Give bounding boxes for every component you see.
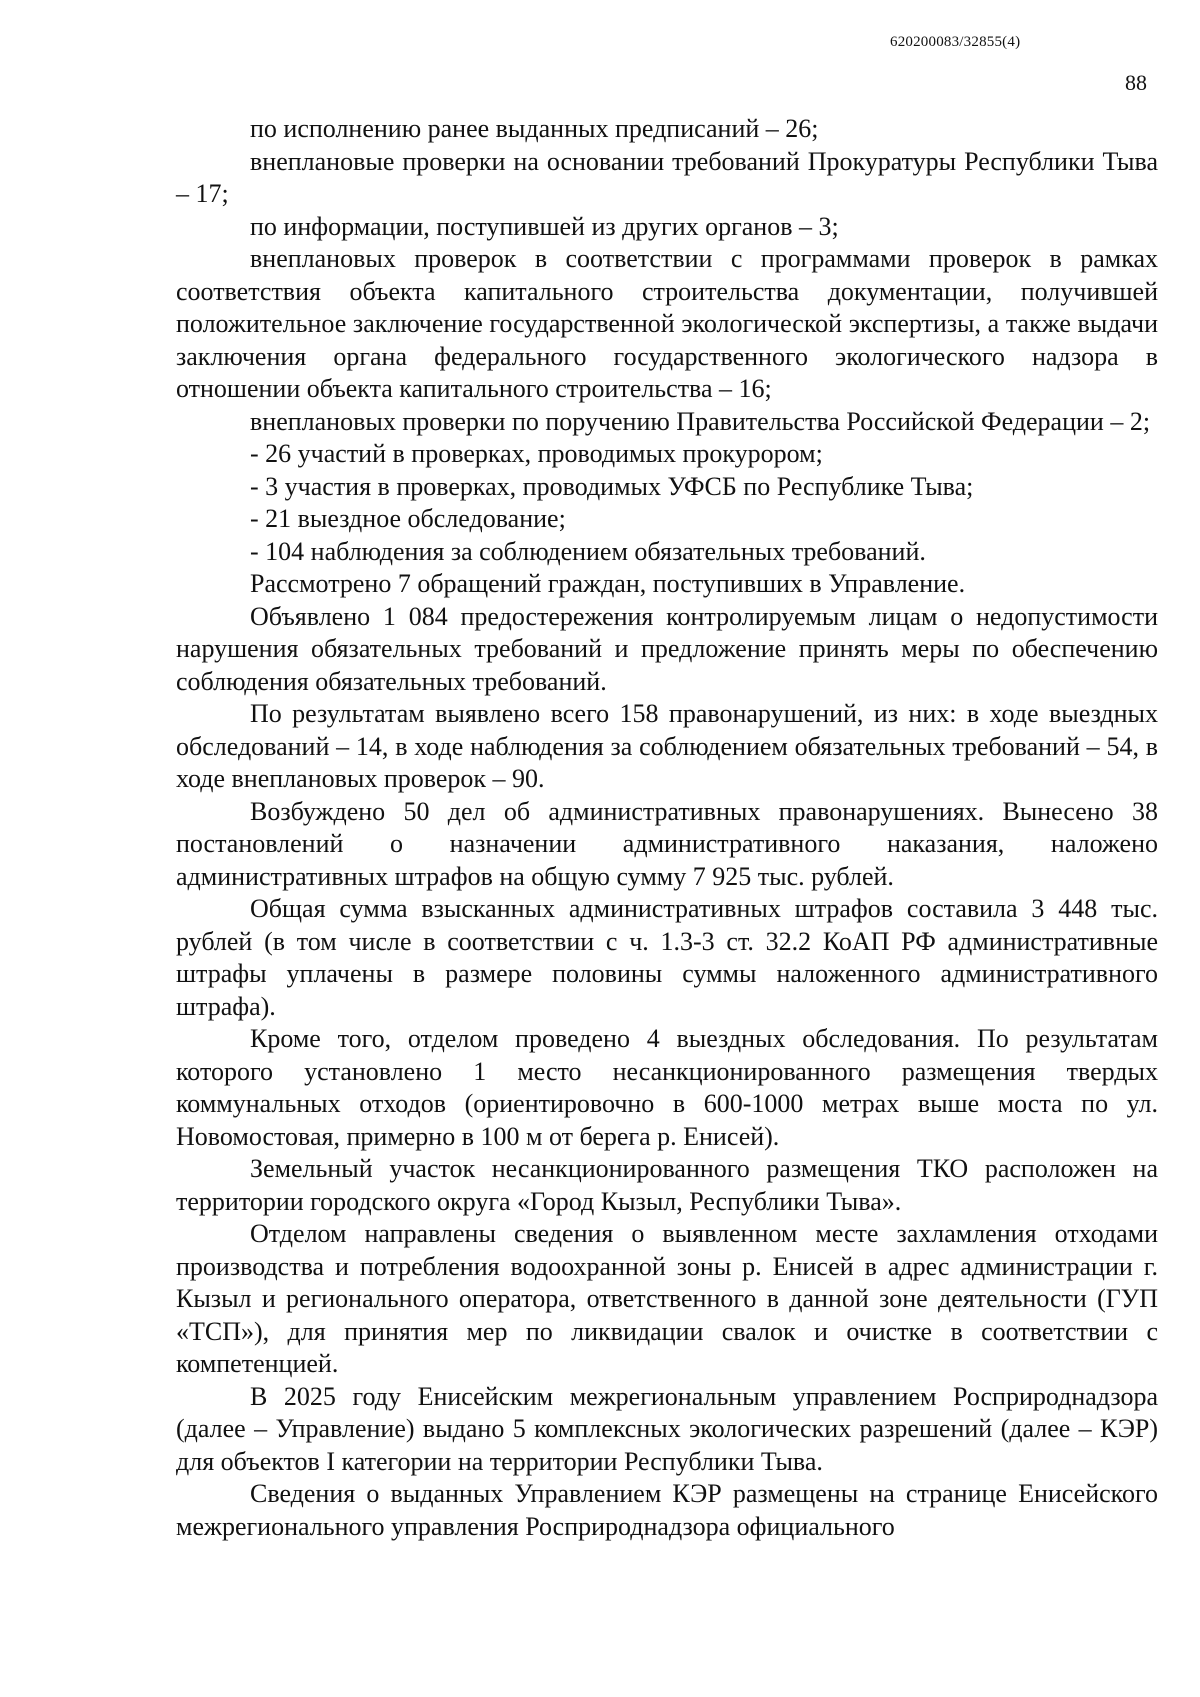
paragraph: Общая сумма взысканных административных штрафов составила 3 448 тыс. рублей (в том числе в соответствии с ч. 1.3-3 ст. 32.2 КоАП РФ административные штрафы уплачены в размере половины суммы наложенного административного штрафа). (176, 894, 1158, 1021)
paragraph: Кроме того, отделом проведено 4 выездных обследования. По результатам которого установлено 1 место несанкционированного размещения твердых коммунальных отходов (ориентировочно в 600-1000 метрах выше моста по ул. Новомостовая, примерно в 100 м от берега р. Енисей). (176, 1024, 1158, 1151)
list-item: - 26 участий в проверках, проводимых прокурором; (250, 439, 823, 468)
document-id: 620200083/32855(4) (890, 34, 1021, 50)
paragraph: По результатам выявлено всего 158 правонарушений, из них: в ходе выездных обследований – 14, в ходе наблюдения за соблюдением обязательных требований – 54, в ходе внеплановых проверок – 90. (176, 699, 1158, 793)
paragraph: Возбуждено 50 дел об административных правонарушениях. Вынесено 38 постановлений о назначении административного наказания, наложено административных штрафов на общую сумму 7 925 тыс. рублей. (176, 796, 1158, 891)
paragraph: по информации, поступившей из других органов – 3; (250, 211, 839, 241)
paragraph: Рассмотрено 7 обращений граждан, поступивших в Управление. (250, 569, 966, 598)
paragraph: Земельный участок несанкционированного размещения ТКО расположен на территории городского округа «Город Кызыл, Республики Тыва». (176, 1154, 1158, 1216)
page-number: 88 (1125, 70, 1147, 95)
paragraph: внеплановых проверки по поручению Правительства Российской Федерации – 2; (250, 406, 1151, 436)
list-item: - 3 участия в проверках, проводимых УФСБ по Республике Тыва; (250, 471, 974, 501)
list-item: - 21 выездное обследование; (250, 504, 566, 533)
body-text (176, 113, 1158, 1543)
paragraph: Сведения о выданных Управлением КЭР размещены на странице Енисейского межрегионального управления Росприроднадзора официального (176, 1479, 1158, 1541)
list-item: - 104 наблюдения за соблюдением обязательных требований. (250, 536, 926, 566)
paragraph: Объявлено 1 084 предостережения контролируемым лицам о недопустимости нарушения обязательных требований и предложение принять меры по обеспечению соблюдения обязательных требований. (176, 601, 1158, 696)
paragraph: внеплановых проверок в соответствии с программами проверок в рамках соответствия объекта капитального строительства документации, получившей положительное заключение государственной экологической экспертизы, а также выдачи заключения органа федерального государственного экологического надзора в отношении объекта капитального строительства – 16; (176, 244, 1158, 403)
paragraph: по исполнению ранее выданных предписаний – 26; (250, 114, 819, 143)
paragraph: Отделом направлены сведения о выявленном месте захламления отходами производства и потребления водоохранной зоны р. Енисей в адрес администрации г. Кызыл и регионального оператора, ответственного в данной зоне деятельности (ГУП «ТСП»), для принятия мер по ликвидации свалок и очистке в соответствии с компетенцией. (176, 1219, 1158, 1378)
paragraph: внеплановые проверки на основании требований Прокуратуры Республики Тыва – 17; (176, 146, 1158, 208)
paragraph: В 2025 году Енисейским межрегиональным управлением Росприроднадзора (далее – Управление) выдано 5 комплексных экологических разрешений (далее – КЭР) для объектов I категории на территории Республики Тыва. (176, 1381, 1158, 1476)
